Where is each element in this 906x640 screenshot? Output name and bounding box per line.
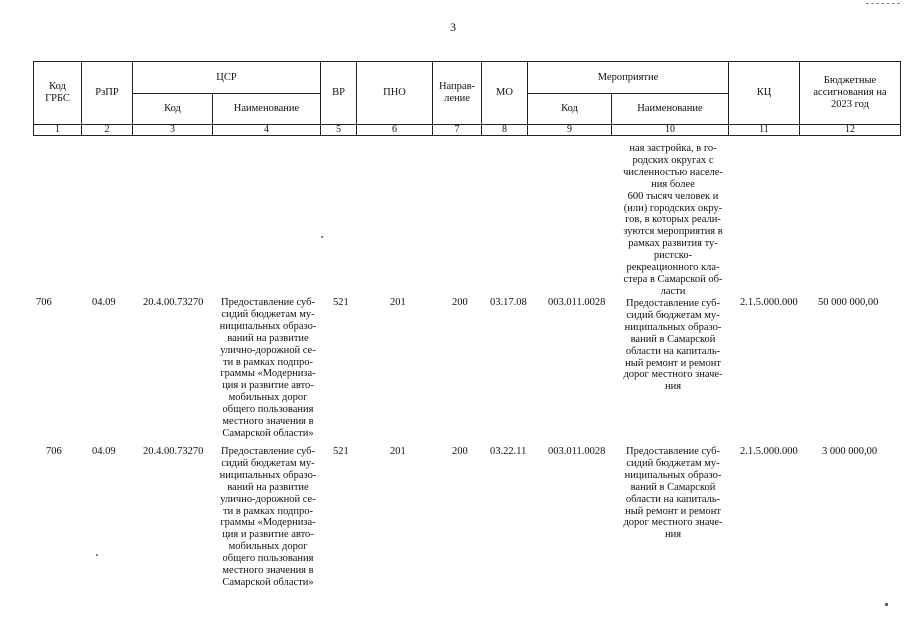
header-table (33, 61, 901, 136)
cell-vr: 521 (333, 446, 349, 457)
cell-napravlenie: 200 (452, 446, 468, 457)
cell-vr: 521 (333, 297, 349, 308)
cell-csr-naim: Предоставление суб- сидий бюджетам му- ниципальных образо- ваний на развитие улично-дорожной се- ти в рамках подпро- граммы «Модерниза- ция и развитие авто- мобильных дорог общего пользования местного значения в Самарской области» (219, 446, 317, 588)
cell-csr-kod: 20.4.00.73270 (143, 297, 204, 308)
col-number: 1 (34, 125, 82, 136)
col-number: 11 (729, 125, 800, 136)
header-meropriyatie: Мероприятие (528, 62, 729, 94)
header-budget: Бюджетные ассигнования на 2023 год (800, 62, 901, 125)
scan-speck (96, 554, 98, 556)
header-vr: ВР (321, 62, 357, 125)
header-kod-grbs: Код ГРБС (34, 62, 82, 125)
col-number: 2 (82, 125, 133, 136)
cell-csr-kod: 20.4.00.73270 (143, 446, 204, 457)
header-csr: ЦСР (133, 62, 321, 94)
col-number: 12 (800, 125, 901, 136)
cell-mer-kod: 003.011.0028 (548, 446, 606, 457)
header-mer-kod: Код (528, 94, 612, 125)
cell-pno: 201 (390, 297, 406, 308)
col-number: 8 (482, 125, 528, 136)
cell-mo: 03.22.11 (490, 446, 527, 457)
cell-mer-naim: Предоставление суб- сидий бюджетам му- ниципальных образо- ваний в Самарской области на капиталь- ный ремонт и ремонт дорог местного значе- ния (623, 446, 723, 541)
cell-amount: 3 000 000,00 (822, 446, 878, 457)
header-csr-naim: Наименование (213, 94, 321, 125)
cell-mer-kod: 003.011.0028 (548, 297, 606, 308)
cell-amount: 50 000 000,00 (818, 297, 879, 308)
col-number: 7 (433, 125, 482, 136)
cell-grbs: 706 (36, 297, 52, 308)
scan-speck (321, 236, 323, 238)
cell-csr-naim: Предоставление суб- сидий бюджетам му- ниципальных образо- ваний на развитие улично-дорожной се- ти в рамках подпро- граммы «Модерниза- ция и развитие авто- мобильных дорог общего пользования местного значения в Самарской области» (219, 297, 317, 439)
col-number: 10 (612, 125, 729, 136)
header-pno: ПНО (357, 62, 433, 125)
header-napravlenie: Направ-ление (433, 62, 482, 125)
cell-rzpr: 04.09 (92, 446, 116, 457)
cell-kc: 2.1.5.000.000 (740, 297, 798, 308)
scan-speck (885, 603, 888, 606)
cell-kc: 2.1.5.000.000 (740, 446, 798, 457)
header-mo: МО (482, 62, 528, 125)
col-number: 3 (133, 125, 213, 136)
page-number: 3 (450, 20, 456, 34)
continuation-mer-naim: ная застройка, в го- родских округах с численностью населе- ния более 600 тысяч человек и (или) городских окру- гов, в которых реали- зуются мероприятия в рамках развития ту- ристско- рекреационного кла- стера в Самарской об- ласти (623, 143, 723, 297)
cell-pno: 201 (390, 446, 406, 457)
header-mer-naim: Наименование (612, 94, 729, 125)
header-csr-kod: Код (133, 94, 213, 125)
header-kc: КЦ (729, 62, 800, 125)
col-number: 4 (213, 125, 321, 136)
col-number: 6 (357, 125, 433, 136)
col-number: 9 (528, 125, 612, 136)
cell-mer-naim: Предоставление суб- сидий бюджетам му- ниципальных образо- ваний в Самарской области на капиталь- ный ремонт и ремонт дорог местного значе- ния (623, 298, 723, 393)
cell-rzpr: 04.09 (92, 297, 116, 308)
cell-grbs: 706 (46, 446, 62, 457)
cell-mo: 03.17.08 (490, 297, 527, 308)
col-number: 5 (321, 125, 357, 136)
header-rzpr: РзПР (82, 62, 133, 125)
corner-scan-mark (866, 3, 900, 4)
cell-napravlenie: 200 (452, 297, 468, 308)
